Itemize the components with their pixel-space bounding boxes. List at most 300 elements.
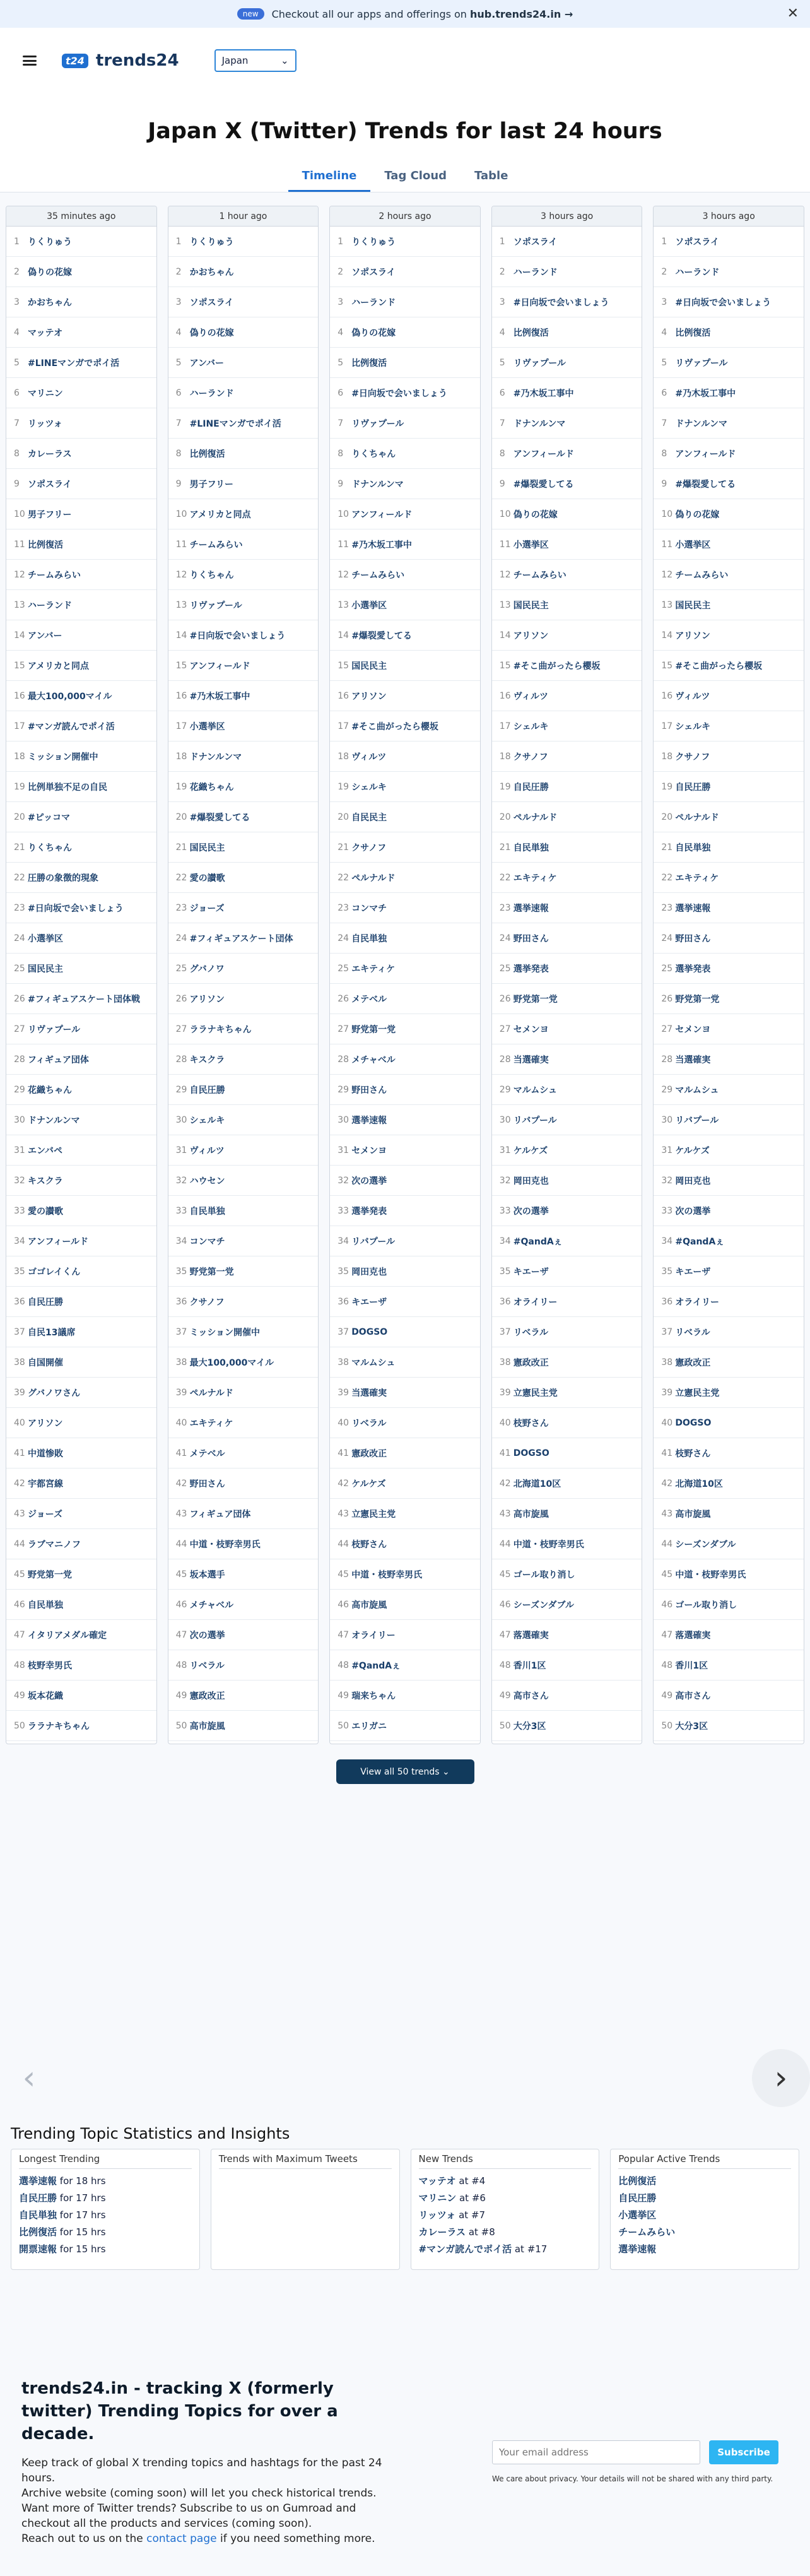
trend-link[interactable]: リバプール bbox=[351, 1236, 396, 1247]
trend-link[interactable]: 花織ちゃん bbox=[28, 1085, 72, 1096]
trend-item[interactable] bbox=[6, 1559, 156, 1590]
trend-item[interactable] bbox=[654, 1196, 804, 1226]
trend-item[interactable] bbox=[330, 1620, 480, 1650]
trend-item[interactable] bbox=[168, 651, 319, 681]
trend-link[interactable]: ハウセン bbox=[189, 1176, 225, 1186]
trend-link[interactable]: アメリカと同点 bbox=[28, 661, 90, 671]
trend-item[interactable] bbox=[654, 287, 804, 317]
trend-link[interactable]: 男子フリー bbox=[189, 479, 234, 490]
trend-link[interactable]: 枝野さん bbox=[351, 1539, 387, 1550]
trend-item[interactable] bbox=[168, 923, 319, 954]
trend-item[interactable] bbox=[492, 1166, 642, 1196]
trend-item[interactable] bbox=[6, 439, 156, 469]
trend-item[interactable] bbox=[168, 954, 319, 984]
trend-link[interactable]: コンマチ bbox=[189, 1236, 225, 1247]
trend-link[interactable]: 中道・枝野幸男氏 bbox=[351, 1569, 423, 1580]
trend-item[interactable] bbox=[654, 954, 804, 984]
trend-link[interactable]: 偽りの花嫁 bbox=[675, 509, 720, 520]
trend-item[interactable] bbox=[492, 984, 642, 1014]
trend-item[interactable] bbox=[492, 1256, 642, 1287]
trend-link[interactable]: 憲政改正 bbox=[351, 1448, 387, 1459]
trend-item[interactable] bbox=[6, 620, 156, 651]
trend-link[interactable]: DOGSO bbox=[351, 1326, 388, 1337]
trend-item[interactable] bbox=[6, 1166, 156, 1196]
trend-item[interactable] bbox=[492, 954, 642, 984]
trend-item[interactable] bbox=[168, 1408, 319, 1438]
trend-item[interactable] bbox=[654, 1287, 804, 1317]
trend-link[interactable]: アンバー bbox=[28, 630, 62, 641]
trend-item[interactable] bbox=[330, 317, 480, 348]
trend-item[interactable] bbox=[168, 802, 319, 832]
trend-link[interactable]: リヴァプール bbox=[351, 418, 404, 429]
trend-item[interactable] bbox=[654, 439, 804, 469]
trend-item[interactable] bbox=[330, 257, 480, 287]
trend-item[interactable] bbox=[492, 287, 642, 317]
trend-link[interactable]: ララナキちゃん bbox=[189, 1024, 252, 1035]
trend-item[interactable] bbox=[492, 378, 642, 408]
trend-link[interactable]: ドナンルンマ bbox=[675, 418, 727, 429]
trend-link[interactable]: 自民単独 bbox=[675, 842, 711, 853]
trend-link[interactable]: ソポスライ bbox=[513, 237, 558, 247]
trend-link[interactable]: ドナンルンマ bbox=[351, 479, 404, 490]
trend-link[interactable]: ハーランド bbox=[28, 600, 72, 611]
trend-link[interactable]: 自民圧勝 bbox=[28, 1297, 63, 1308]
trend-link[interactable]: りくりゅう bbox=[189, 237, 234, 247]
trend-link[interactable]: リバプール bbox=[513, 1115, 557, 1126]
trend-item[interactable] bbox=[330, 499, 480, 529]
trend-link[interactable]: 小選挙区 bbox=[189, 721, 225, 732]
prev-arrow-icon[interactable]: ‹ bbox=[22, 2059, 36, 2097]
menu-icon[interactable] bbox=[23, 56, 37, 66]
trend-item[interactable] bbox=[6, 1014, 156, 1044]
trend-item[interactable] bbox=[6, 1105, 156, 1135]
trend-item[interactable] bbox=[6, 741, 156, 772]
trend-link[interactable]: 自民13議席 bbox=[28, 1327, 76, 1338]
trend-link[interactable]: 立憲民主党 bbox=[513, 1388, 558, 1398]
trend-link[interactable]: メチャベル bbox=[351, 1055, 396, 1065]
trend-item[interactable] bbox=[330, 469, 480, 499]
trend-item[interactable] bbox=[654, 1044, 804, 1075]
trend-link[interactable]: 落選確実 bbox=[513, 1630, 549, 1641]
trend-link[interactable]: セメンヨ bbox=[675, 1024, 711, 1035]
trend-link[interactable]: 偽りの花嫁 bbox=[351, 328, 396, 338]
trend-link[interactable]: 自民単独 bbox=[513, 842, 549, 853]
trend-link[interactable]: 比例復活 bbox=[351, 358, 387, 369]
trend-link[interactable]: アリソン bbox=[675, 630, 710, 641]
trend-link[interactable]: ミッション開催中 bbox=[28, 752, 98, 762]
trend-link[interactable]: オライリー bbox=[351, 1630, 396, 1641]
trend-link[interactable]: DOGSO bbox=[513, 1448, 549, 1458]
trend-item[interactable] bbox=[330, 378, 480, 408]
subscribe-button[interactable]: Subscribe bbox=[709, 2440, 778, 2464]
trend-link[interactable]: 自民単独 bbox=[351, 933, 387, 944]
trend-item[interactable] bbox=[6, 1347, 156, 1378]
trend-item[interactable] bbox=[6, 1620, 156, 1650]
trend-link[interactable]: エキティケ bbox=[513, 873, 557, 883]
trend-item[interactable] bbox=[6, 469, 156, 499]
trend-link[interactable]: 自民圧勝 bbox=[513, 782, 549, 793]
trend-item[interactable] bbox=[6, 1590, 156, 1620]
trend-item[interactable] bbox=[168, 1499, 319, 1529]
trend-link[interactable]: 国民民主 bbox=[28, 964, 63, 974]
trend-link[interactable]: 高市旋風 bbox=[513, 1509, 549, 1520]
trend-link[interactable]: アンフィールド bbox=[513, 449, 574, 459]
trend-link[interactable]: カレーラス bbox=[28, 449, 72, 459]
trend-link[interactable]: アンフィールド bbox=[28, 1236, 89, 1247]
trend-link[interactable]: 坂本花織 bbox=[28, 1691, 63, 1701]
trend-link[interactable]: 選挙速報 bbox=[675, 903, 711, 914]
trend-item[interactable] bbox=[168, 681, 319, 711]
trend-item[interactable] bbox=[654, 1075, 804, 1105]
trend-link[interactable]: 野田さん bbox=[513, 933, 549, 944]
trend-link[interactable]: リッツォ bbox=[28, 418, 62, 429]
trend-item[interactable] bbox=[330, 1256, 480, 1287]
trend-item[interactable] bbox=[168, 1226, 319, 1256]
trend-item[interactable] bbox=[654, 1317, 804, 1347]
stat-trend-link[interactable]: カレーラス bbox=[418, 2226, 466, 2238]
trend-link[interactable]: 愛の讃歌 bbox=[28, 1206, 63, 1217]
trend-item[interactable] bbox=[6, 1468, 156, 1499]
trend-link[interactable]: ヴィルツ bbox=[189, 1145, 225, 1156]
trend-item[interactable] bbox=[6, 257, 156, 287]
trend-item[interactable] bbox=[330, 1347, 480, 1378]
trend-link[interactable]: チームみらい bbox=[28, 570, 81, 581]
stat-trend-link[interactable]: 選挙速報 bbox=[19, 2175, 57, 2187]
trend-link[interactable]: セメンヨ bbox=[513, 1024, 549, 1035]
trend-item[interactable] bbox=[6, 1317, 156, 1347]
trend-item[interactable] bbox=[168, 620, 319, 651]
trend-link[interactable]: アリソン bbox=[351, 691, 387, 702]
trend-link[interactable]: マッテオ bbox=[28, 328, 63, 338]
trend-link[interactable]: ドナンルンマ bbox=[28, 1115, 80, 1126]
trend-link[interactable]: ハーランド bbox=[351, 297, 396, 308]
trend-link[interactable]: シェルキ bbox=[351, 782, 387, 793]
trend-item[interactable] bbox=[6, 408, 156, 439]
tab-timeline[interactable]: Timeline bbox=[288, 165, 371, 192]
trend-item[interactable] bbox=[6, 1681, 156, 1711]
trend-item[interactable] bbox=[168, 1650, 319, 1681]
trend-item[interactable] bbox=[6, 348, 156, 378]
trend-item[interactable] bbox=[330, 1711, 480, 1741]
trend-link[interactable]: ヴィルツ bbox=[675, 691, 710, 702]
trend-item[interactable] bbox=[492, 1044, 642, 1075]
trend-link[interactable]: リヴァプール bbox=[675, 358, 728, 369]
trend-link[interactable]: リベラル bbox=[513, 1327, 549, 1338]
trend-link[interactable]: 比例復活 bbox=[513, 328, 549, 338]
trend-item[interactable] bbox=[654, 1590, 804, 1620]
trend-link[interactable]: #爆裂愛してる bbox=[675, 479, 736, 490]
trend-item[interactable] bbox=[492, 348, 642, 378]
trend-link[interactable]: #そこ曲がったら櫻坂 bbox=[513, 661, 601, 671]
trend-link[interactable]: #QandAぇ bbox=[675, 1236, 725, 1247]
trend-link[interactable]: キエーザ bbox=[513, 1267, 549, 1277]
trend-item[interactable] bbox=[330, 711, 480, 741]
trend-link[interactable]: メテベル bbox=[189, 1448, 225, 1459]
trend-link[interactable]: #QandAぇ bbox=[351, 1660, 401, 1671]
trend-link[interactable]: フィギュア団体 bbox=[28, 1055, 89, 1065]
trend-link[interactable]: #日向坂で会いましょう bbox=[513, 297, 609, 308]
trend-link[interactable]: #爆裂愛してる bbox=[513, 479, 574, 490]
trend-item[interactable] bbox=[168, 1256, 319, 1287]
trend-link[interactable]: 立憲民主党 bbox=[351, 1509, 396, 1520]
trend-item[interactable] bbox=[168, 1468, 319, 1499]
trend-link[interactable]: #乃木坂工事中 bbox=[675, 388, 736, 399]
trend-item[interactable] bbox=[168, 1317, 319, 1347]
trend-link[interactable]: 岡田克也 bbox=[675, 1176, 711, 1186]
trend-link[interactable]: 野党第一党 bbox=[675, 994, 720, 1005]
trend-link[interactable]: #日向坂で会いましょう bbox=[675, 297, 772, 308]
trend-item[interactable] bbox=[330, 741, 480, 772]
trend-link[interactable]: リヴァプール bbox=[513, 358, 566, 369]
trend-item[interactable] bbox=[654, 1559, 804, 1590]
trend-link[interactable]: 野田さん bbox=[675, 933, 711, 944]
trend-link[interactable]: #日向坂で会いましょう bbox=[28, 903, 124, 914]
trend-link[interactable]: 自民圧勝 bbox=[189, 1085, 225, 1096]
trend-link[interactable]: 次の選挙 bbox=[675, 1206, 711, 1217]
trend-item[interactable] bbox=[654, 529, 804, 560]
trend-link[interactable]: 圧勝の象徴的現象 bbox=[28, 873, 98, 883]
trend-item[interactable] bbox=[330, 1590, 480, 1620]
trend-link[interactable]: アンバー bbox=[189, 358, 225, 369]
trend-item[interactable] bbox=[492, 893, 642, 923]
trend-link[interactable]: クサノフ bbox=[351, 842, 387, 853]
next-arrow-icon[interactable]: › bbox=[752, 2049, 810, 2107]
trend-link[interactable]: ドナンルンマ bbox=[189, 752, 242, 762]
trend-link[interactable]: 野党第一党 bbox=[189, 1267, 234, 1277]
trend-link[interactable]: キエーザ bbox=[351, 1297, 387, 1308]
trend-link[interactable]: マルムシュ bbox=[351, 1357, 396, 1368]
trend-item[interactable] bbox=[492, 408, 642, 439]
tab-table[interactable]: Table bbox=[474, 169, 508, 182]
trend-link[interactable]: エキティケ bbox=[675, 873, 719, 883]
trend-item[interactable] bbox=[330, 227, 480, 257]
trend-link[interactable]: #爆裂愛してる bbox=[189, 812, 250, 823]
trend-item[interactable] bbox=[654, 499, 804, 529]
trend-link[interactable]: 立憲民主党 bbox=[675, 1388, 720, 1398]
trend-link[interactable]: ペルナルド bbox=[351, 873, 396, 883]
trend-link[interactable]: アメリカと同点 bbox=[189, 509, 251, 520]
stat-trend-link[interactable]: #マンガ読んでポイ活 bbox=[418, 2243, 512, 2255]
trend-item[interactable] bbox=[6, 1529, 156, 1559]
trend-link[interactable]: 愛の讃歌 bbox=[189, 873, 225, 883]
trend-link[interactable]: #日向坂で会いましょう bbox=[189, 630, 286, 641]
trend-item[interactable] bbox=[168, 227, 319, 257]
trend-link[interactable]: #そこ曲がったら櫻坂 bbox=[351, 721, 438, 732]
trend-item[interactable] bbox=[492, 1650, 642, 1681]
trend-link[interactable]: 次の選挙 bbox=[189, 1630, 225, 1641]
trend-link[interactable]: 宇都宮線 bbox=[28, 1479, 63, 1489]
trend-item[interactable] bbox=[330, 1681, 480, 1711]
trend-link[interactable]: リヴァプール bbox=[189, 600, 242, 611]
trend-item[interactable] bbox=[168, 257, 319, 287]
trend-item[interactable] bbox=[6, 560, 156, 590]
trend-item[interactable] bbox=[6, 1408, 156, 1438]
trend-link[interactable]: 自民単独 bbox=[189, 1206, 225, 1217]
trend-item[interactable] bbox=[168, 287, 319, 317]
trend-link[interactable]: 野田さん bbox=[189, 1479, 225, 1489]
trend-item[interactable] bbox=[6, 711, 156, 741]
trend-link[interactable]: 国民民主 bbox=[189, 842, 225, 853]
trend-link[interactable]: ゴール取り消し bbox=[675, 1600, 737, 1610]
trend-link[interactable]: ラブマニノフ bbox=[28, 1539, 81, 1550]
trend-item[interactable] bbox=[330, 1075, 480, 1105]
trend-item[interactable] bbox=[492, 227, 642, 257]
trend-item[interactable] bbox=[654, 1256, 804, 1287]
trend-item[interactable] bbox=[330, 1559, 480, 1590]
trend-item[interactable] bbox=[6, 499, 156, 529]
trend-item[interactable] bbox=[168, 1529, 319, 1559]
trend-link[interactable]: キエーザ bbox=[675, 1267, 711, 1277]
country-select[interactable] bbox=[214, 49, 296, 72]
trend-item[interactable] bbox=[654, 1408, 804, 1438]
trend-item[interactable] bbox=[330, 1378, 480, 1408]
trend-link[interactable]: ジョーズ bbox=[189, 903, 225, 914]
trend-item[interactable] bbox=[330, 1226, 480, 1256]
trend-item[interactable] bbox=[6, 863, 156, 893]
trend-link[interactable]: オライリー bbox=[513, 1297, 558, 1308]
trend-item[interactable] bbox=[6, 529, 156, 560]
trend-link[interactable]: りくちゃん bbox=[28, 842, 72, 853]
trend-link[interactable]: クサノフ bbox=[675, 752, 710, 762]
trend-link[interactable]: 選挙速報 bbox=[351, 1115, 387, 1126]
stat-trend-link[interactable]: 比例復活 bbox=[618, 2175, 657, 2187]
trend-item[interactable] bbox=[492, 1378, 642, 1408]
trend-link[interactable]: 比例復活 bbox=[189, 449, 225, 459]
trend-link[interactable]: 選挙発表 bbox=[513, 964, 549, 974]
trend-link[interactable]: シーズンダブル bbox=[675, 1539, 736, 1550]
trend-item[interactable] bbox=[6, 1075, 156, 1105]
trend-item[interactable] bbox=[168, 1559, 319, 1590]
trend-link[interactable]: 高市旋風 bbox=[675, 1509, 711, 1520]
trend-item[interactable] bbox=[492, 499, 642, 529]
trend-link[interactable]: ゴール取り消し bbox=[513, 1569, 575, 1580]
trend-item[interactable] bbox=[168, 1590, 319, 1620]
trend-item[interactable] bbox=[492, 620, 642, 651]
trend-item[interactable] bbox=[330, 1499, 480, 1529]
trend-item[interactable] bbox=[168, 378, 319, 408]
trend-item[interactable] bbox=[330, 287, 480, 317]
view-all-button[interactable] bbox=[336, 1759, 474, 1784]
trend-item[interactable] bbox=[654, 469, 804, 499]
trend-link[interactable]: りくちゃん bbox=[351, 449, 396, 459]
trend-item[interactable] bbox=[492, 1014, 642, 1044]
trend-item[interactable] bbox=[6, 893, 156, 923]
trend-link[interactable]: #フィギュアスケート団体戦 bbox=[28, 994, 141, 1005]
trend-link[interactable]: かおちゃん bbox=[189, 267, 234, 278]
trend-link[interactable]: ハーランド bbox=[513, 267, 558, 278]
trend-link[interactable]: 男子フリー bbox=[28, 509, 72, 520]
trend-link[interactable]: 小選挙区 bbox=[351, 600, 387, 611]
trend-item[interactable] bbox=[168, 772, 319, 802]
trend-item[interactable] bbox=[654, 923, 804, 954]
trend-item[interactable] bbox=[654, 1681, 804, 1711]
trend-link[interactable]: #乃木坂工事中 bbox=[189, 691, 250, 702]
stat-trend-link[interactable]: マリニン bbox=[418, 2192, 457, 2204]
trend-item[interactable] bbox=[168, 984, 319, 1014]
trend-item[interactable] bbox=[654, 348, 804, 378]
trend-link[interactable]: 小選挙区 bbox=[513, 540, 549, 550]
trend-item[interactable] bbox=[168, 439, 319, 469]
trend-link[interactable]: アリソン bbox=[28, 1418, 63, 1429]
trend-link[interactable]: チームみらい bbox=[513, 570, 566, 581]
trend-link[interactable]: アリソン bbox=[513, 630, 549, 641]
trend-item[interactable] bbox=[6, 923, 156, 954]
trend-item[interactable] bbox=[6, 378, 156, 408]
trend-link[interactable]: ソポスライ bbox=[675, 237, 719, 247]
trend-link[interactable]: ペルナルド bbox=[513, 812, 558, 823]
trend-item[interactable] bbox=[168, 348, 319, 378]
trend-link[interactable]: ジョーズ bbox=[28, 1509, 63, 1520]
trend-item[interactable] bbox=[654, 984, 804, 1014]
trend-link[interactable]: 最大100,000マイル bbox=[28, 691, 112, 702]
trend-item[interactable] bbox=[492, 529, 642, 560]
trend-item[interactable] bbox=[654, 227, 804, 257]
trend-item[interactable] bbox=[330, 863, 480, 893]
trend-link[interactable]: 比例復活 bbox=[675, 328, 711, 338]
trend-item[interactable] bbox=[6, 227, 156, 257]
trend-item[interactable] bbox=[492, 469, 642, 499]
trend-item[interactable] bbox=[492, 651, 642, 681]
trend-item[interactable] bbox=[654, 1468, 804, 1499]
trend-link[interactable]: 北海道10区 bbox=[675, 1479, 723, 1489]
banner-link[interactable]: hub.trends24.in → bbox=[469, 8, 573, 20]
trend-link[interactable]: #乃木坂工事中 bbox=[351, 540, 412, 550]
trend-link[interactable]: 憲政改正 bbox=[513, 1357, 549, 1368]
trend-item[interactable] bbox=[654, 620, 804, 651]
trend-link[interactable]: #そこ曲がったら櫻坂 bbox=[675, 661, 763, 671]
trend-item[interactable] bbox=[654, 1620, 804, 1650]
trend-item[interactable] bbox=[6, 651, 156, 681]
trend-link[interactable]: ケルケズ bbox=[513, 1145, 548, 1156]
trend-item[interactable] bbox=[492, 772, 642, 802]
trend-link[interactable]: アンフィールド bbox=[351, 509, 413, 520]
trend-link[interactable]: ソポスライ bbox=[189, 297, 234, 308]
trend-item[interactable] bbox=[330, 1287, 480, 1317]
trend-item[interactable] bbox=[168, 1135, 319, 1166]
trend-item[interactable] bbox=[168, 1014, 319, 1044]
trend-link[interactable]: マルムシュ bbox=[513, 1085, 557, 1096]
trend-link[interactable]: #乃木坂工事中 bbox=[513, 388, 574, 399]
trend-link[interactable]: ララナキちゃん bbox=[28, 1721, 90, 1732]
email-field[interactable] bbox=[492, 2440, 700, 2464]
trend-item[interactable] bbox=[492, 1438, 642, 1468]
trend-link[interactable]: 枝野さん bbox=[513, 1418, 549, 1429]
trend-item[interactable] bbox=[168, 1105, 319, 1135]
trend-item[interactable] bbox=[330, 348, 480, 378]
trend-item[interactable] bbox=[168, 529, 319, 560]
trend-link[interactable]: シェルキ bbox=[189, 1115, 225, 1126]
trend-link[interactable]: 次の選挙 bbox=[351, 1176, 387, 1186]
trend-link[interactable]: アンフィールド bbox=[675, 449, 736, 459]
trend-item[interactable] bbox=[6, 1226, 156, 1256]
trend-item[interactable] bbox=[6, 802, 156, 832]
trend-item[interactable] bbox=[168, 1378, 319, 1408]
trend-link[interactable]: 坂本選手 bbox=[189, 1569, 225, 1580]
trend-item[interactable] bbox=[492, 1559, 642, 1590]
trend-item[interactable] bbox=[330, 1135, 480, 1166]
trend-item[interactable] bbox=[6, 681, 156, 711]
trend-item[interactable] bbox=[654, 1135, 804, 1166]
trend-link[interactable]: 小選挙区 bbox=[675, 540, 711, 550]
trend-item[interactable] bbox=[330, 620, 480, 651]
trend-item[interactable] bbox=[654, 863, 804, 893]
trend-link[interactable]: 当選確実 bbox=[675, 1055, 711, 1065]
stat-trend-link[interactable]: 開票速報 bbox=[19, 2243, 57, 2255]
trend-item[interactable] bbox=[492, 1529, 642, 1559]
trend-item[interactable] bbox=[6, 832, 156, 863]
stat-trend-link[interactable]: リッツォ bbox=[418, 2209, 456, 2221]
trend-link[interactable]: リベラル bbox=[351, 1418, 387, 1429]
